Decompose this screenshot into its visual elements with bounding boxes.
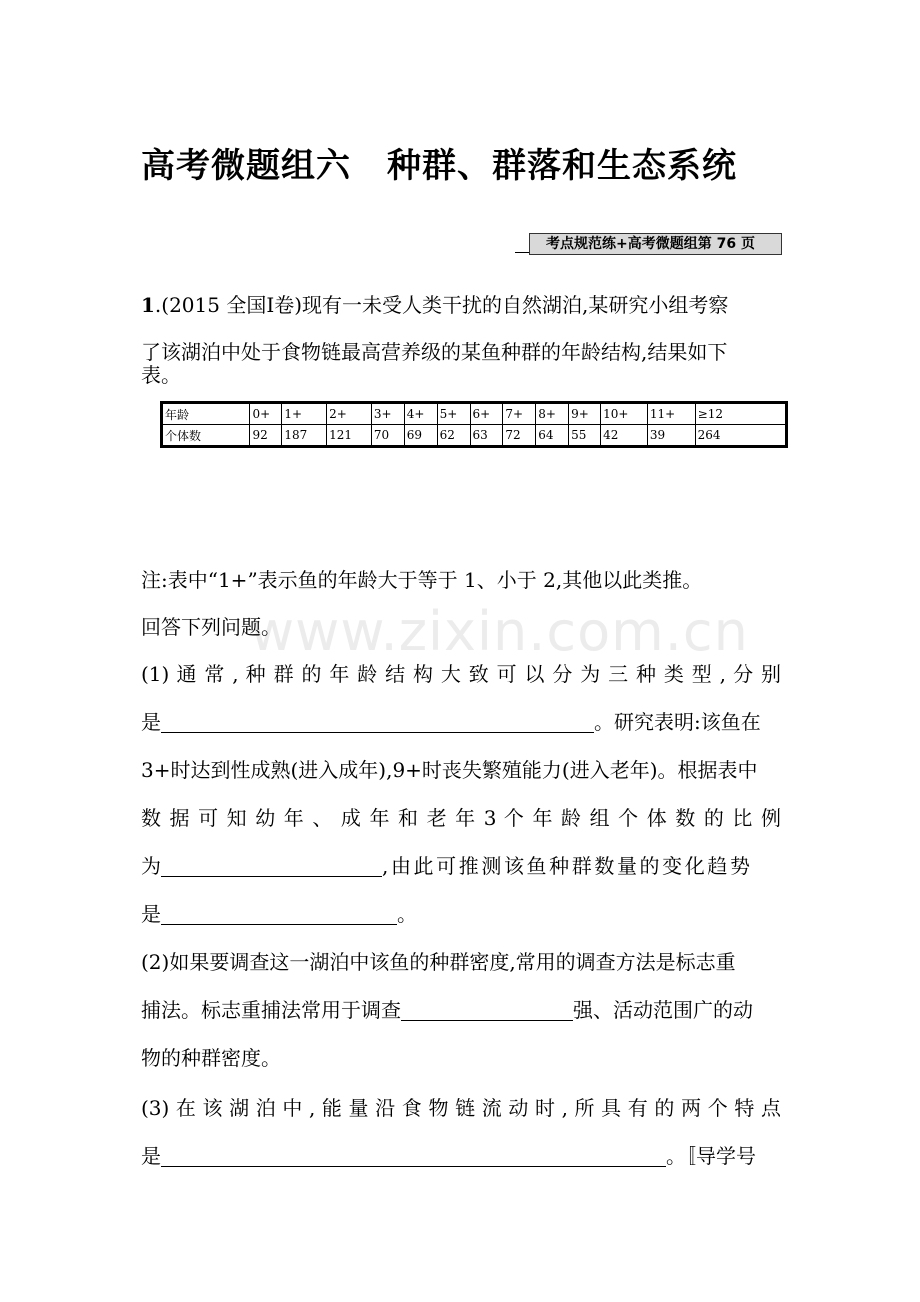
sub1-line1: (1) 通 常 , 种 群 的 年 龄 结 构 大 致 可 以 分 为 三 种 类 型 , 分 别 [141,662,781,686]
sub2-line3: 物的种群密度。 [141,1046,281,1070]
sub1-line4: 数 据 可 知 幼 年 、 成 年 和 老 年 3 个 年 龄 组 个 体 数 的 比 例 [141,806,781,830]
table-cell: 64 [536,425,569,447]
table-cell: 0+ [250,403,282,425]
table-cell: 个体数 [162,425,250,447]
table-cell: 4+ [404,403,437,425]
instruction-text: 回答下列问题。 [141,615,281,639]
table-cell: 121 [327,425,372,447]
table-cell: 6+ [470,403,503,425]
page-title [141,138,737,187]
sub1-line3: 3+时达到性成熟(进入成年),9+时丧失繁殖能力(进入老年)。根据表中 [141,758,758,782]
title-part1: 高考微题组六 [141,146,351,186]
watermark: www.zixin.com.cn [250,600,749,663]
table-cell: 72 [503,425,536,447]
question-stem-line1 [141,282,781,329]
table-cell: 7+ [503,403,536,425]
table-cell: 9+ [569,403,601,425]
table-cell: 3+ [371,403,404,425]
question-stem-text: .(2015 全国Ⅰ卷)现有一未受人类干扰的自然湖泊,某研究小组考察 [154,293,729,317]
answer-blank-trend[interactable] [161,902,397,925]
answer-blank-mobility[interactable] [401,998,573,1021]
table-cell: 39 [647,425,695,447]
table-cell: 264 [695,425,786,447]
sub1-line2-post: 。研究表明:该鱼在 [594,710,761,734]
sub1-line5-pre: 为 [141,854,161,878]
table-cell: 70 [371,425,404,447]
table-cell: 10+ [601,403,648,425]
table-cell: 1+ [282,403,327,425]
table-cell: 2+ [327,403,372,425]
age-structure-table [160,401,788,448]
table-cell: 55 [569,425,601,447]
table-cell: 5+ [437,403,470,425]
sub3-line2-post: 。〚导学号 [666,1144,756,1168]
sub3-line2 [141,1133,781,1180]
answer-blank-ratio[interactable] [161,854,382,877]
question-number: 1 [141,293,155,317]
sub1-line6-post: 。 [397,902,417,926]
table-row [162,425,787,447]
sub1-line2 [141,699,781,746]
table-cell: 69 [404,425,437,447]
question-stem-line3: 表。 [141,363,181,387]
sub2-line2-post: 强、活动范围广的动 [573,998,753,1022]
question-stem-line2: 了该湖泊中处于食物链最高营养级的某鱼种群的年龄结构,结果如下 [141,340,728,364]
sub1-line2-pre: 是 [141,710,161,734]
table-cell: 62 [437,425,470,447]
table-note: 注:表中“1+”表示鱼的年龄大于等于 1、小于 2,其他以此类推。 [141,568,703,592]
sub2-line2-pre: 捕法。标志重捕法常用于调查 [141,998,401,1022]
sub1-line6-pre: 是 [141,902,161,926]
table-header-row [162,403,787,425]
sub2-line1: (2)如果要调查这一湖泊中该鱼的种群密度,常用的调查方法是标志重 [141,950,736,974]
table-cell: 92 [250,425,282,447]
sub2-line2 [141,987,781,1034]
answer-blank-age-types[interactable] [161,710,594,733]
page-reference-box: 考点规范练+高考微题组第 76 页 [529,233,782,255]
sub3-line1: (3) 在 该 湖 泊 中 , 能 量 沿 食 物 链 流 动 时 , 所 具 有 的 两 个 特 点 [141,1096,781,1120]
sub1-line5-post: ,由此可推测该鱼种群数量的变化趋势 [382,854,753,878]
sub1-line5 [141,843,781,890]
table-cell: 8+ [536,403,569,425]
table-cell: 42 [601,425,648,447]
title-part2: 种群、群落和生态系统 [387,146,737,186]
answer-blank-energy-features[interactable] [161,1144,666,1167]
table-cell: 年龄 [162,403,250,425]
sub3-line2-pre: 是 [141,1144,161,1168]
sub1-line6 [141,891,781,938]
table-cell: 63 [470,425,503,447]
table-cell: 187 [282,425,327,447]
table-cell: 11+ [647,403,695,425]
table-cell: ≥12 [695,403,786,425]
